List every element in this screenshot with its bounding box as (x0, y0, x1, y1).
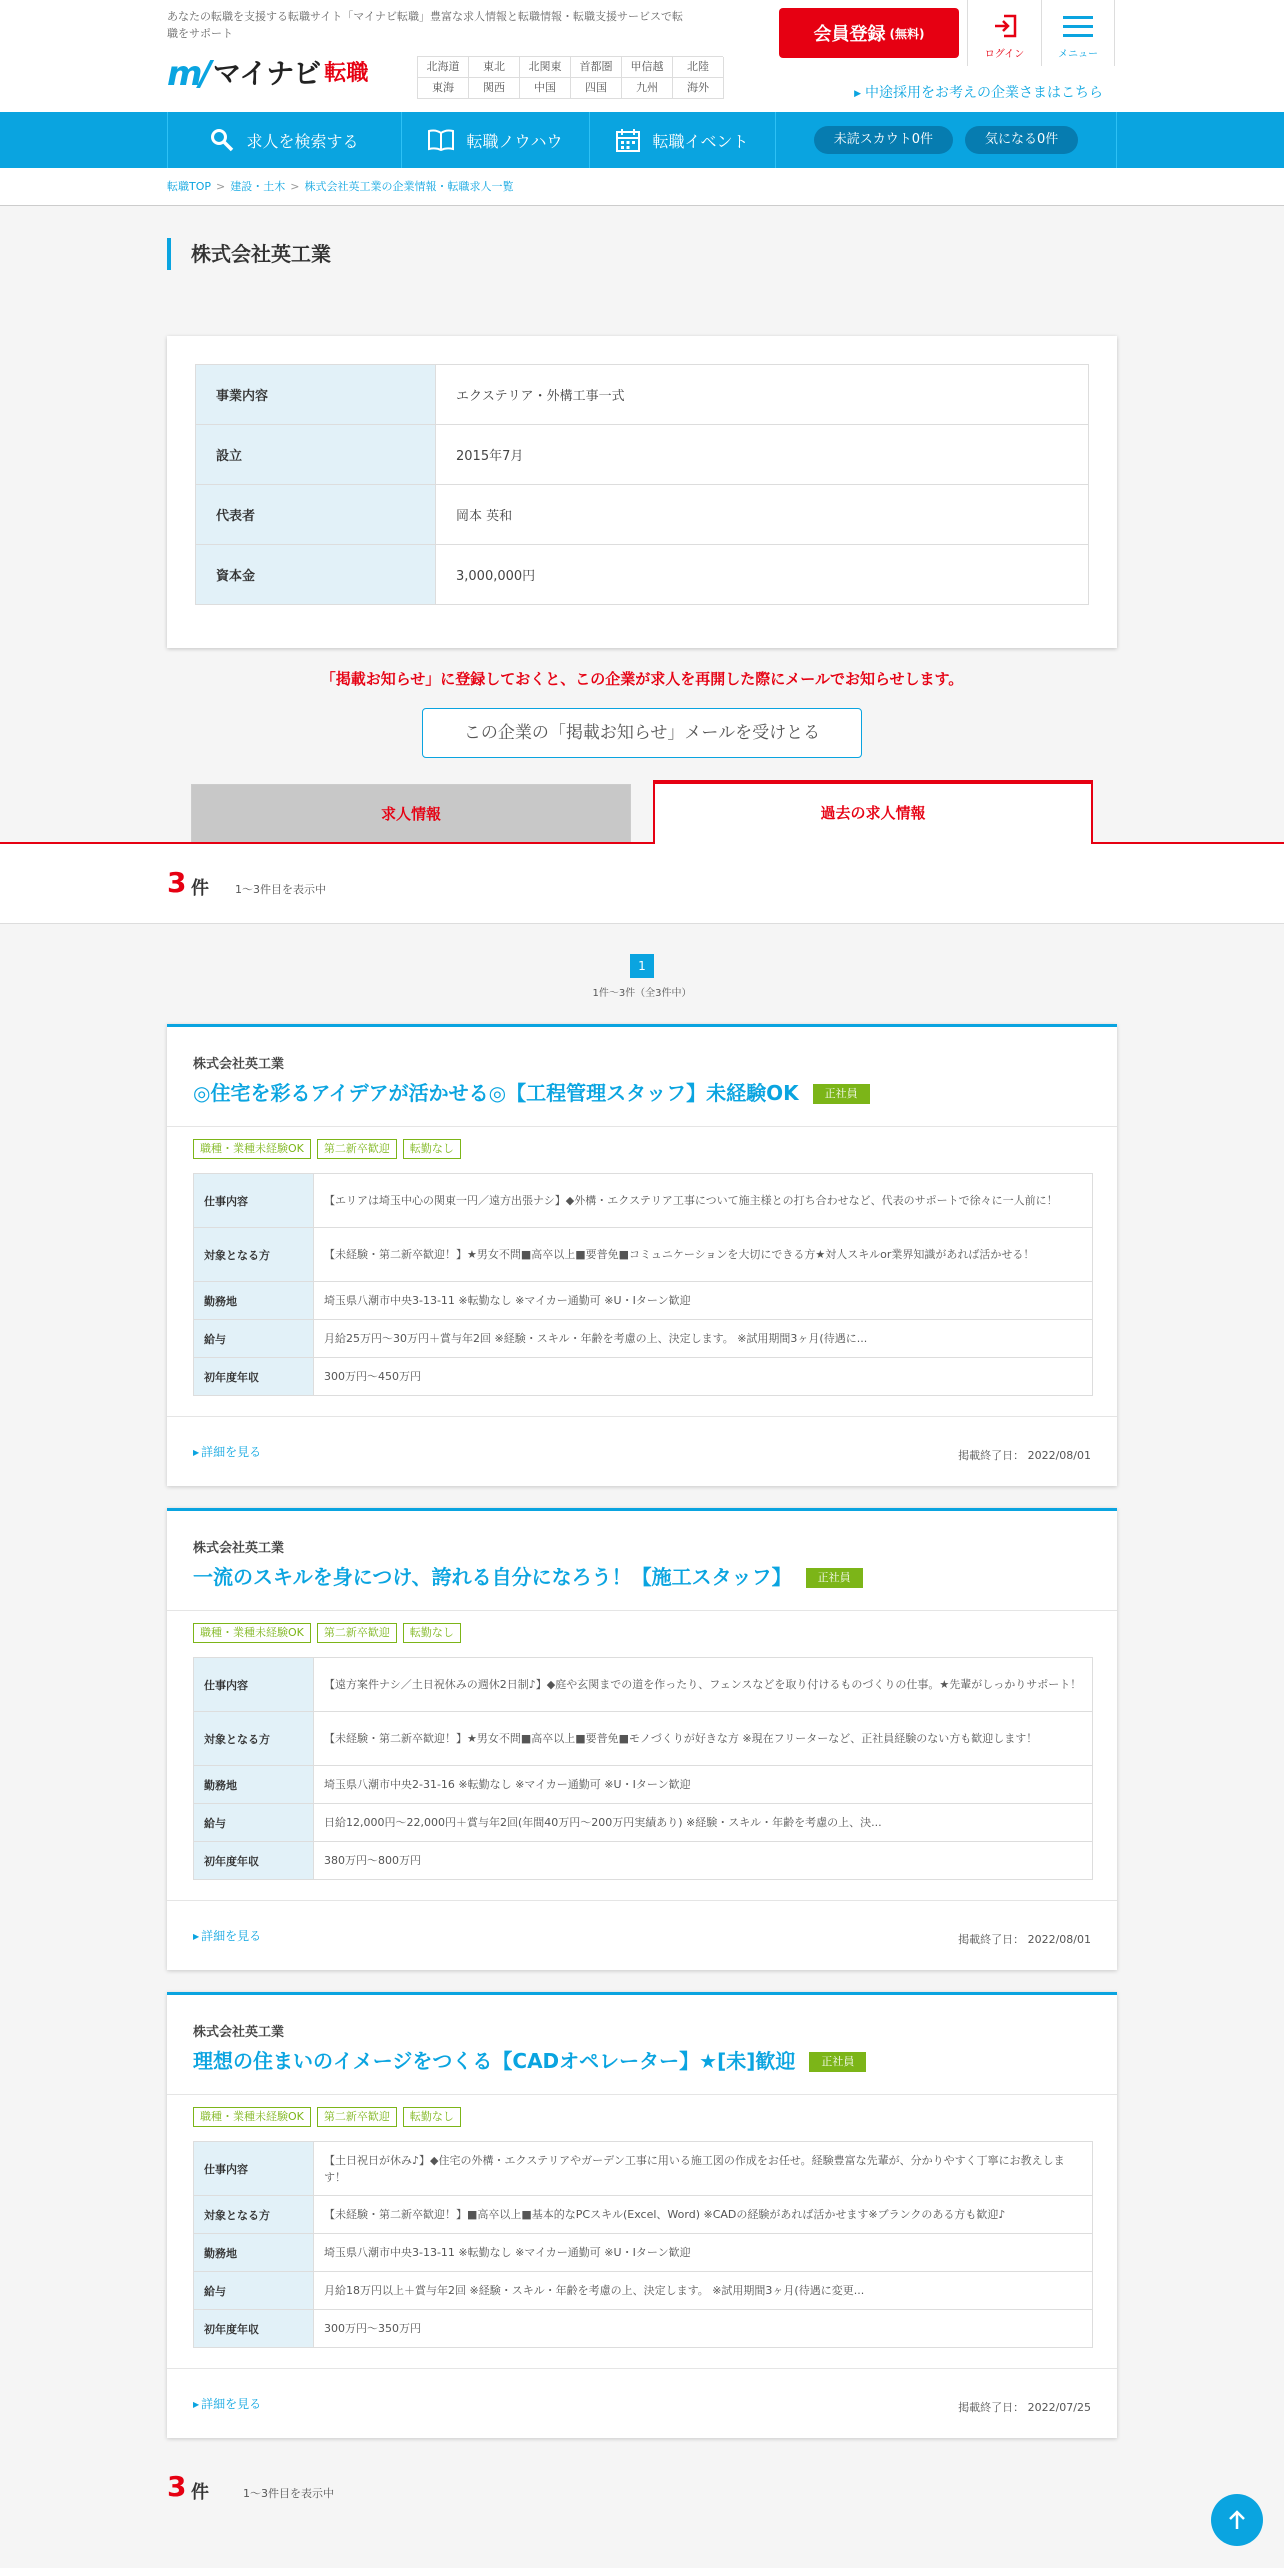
employment-type-badge: 正社員 (806, 1568, 863, 1588)
job-tags (193, 1623, 1091, 1643)
job-detail-label: 初年度年収 (194, 1358, 314, 1396)
job-detail-value: 埼玉県八潮市中央2-31-16 ※転勤なし ※マイカー通勤可 ※U・Iターン歓迎 (314, 1766, 1093, 1804)
region-link[interactable]: 北海道 (418, 57, 469, 78)
job-detail-row (194, 2196, 1093, 2234)
job-detail-row (194, 2234, 1093, 2272)
region-link[interactable]: 海外 (673, 78, 724, 99)
company-info-value: 3,000,000円 (436, 545, 1089, 605)
job-detail-label: 仕事内容 (194, 2142, 314, 2196)
logo-mark-icon: m/ (167, 54, 209, 94)
result-range: 1〜3件目を表示中 (235, 883, 326, 896)
region-link[interactable]: 北関東 (520, 57, 571, 78)
employment-type-badge: 正社員 (813, 1084, 870, 1104)
job-end-date: 掲載終了日： 2022/07/25 (958, 2401, 1091, 2414)
job-tags (193, 2107, 1091, 2127)
hamburger-icon (1063, 15, 1093, 39)
job-card (167, 1024, 1117, 1486)
nav-event[interactable] (589, 112, 775, 168)
region-link[interactable]: 東海 (418, 78, 469, 99)
job-end-date: 掲載終了日： 2022/08/01 (958, 1449, 1091, 1462)
search-icon (210, 128, 234, 152)
site-header (0, 0, 1284, 112)
back-to-top-button[interactable] (1211, 2494, 1263, 2546)
scout-pill[interactable]: 未読スカウト0件 (814, 126, 953, 154)
job-detail-value: 【遠方案件ナシ／土日祝休みの週休2日制♪】◆庭や玄関までの道を作ったり、フェンスなどを取り付けるものづくりの仕事。★先輩がしっかりサポート！ (314, 1658, 1093, 1712)
job-tag: 転勤なし (403, 1623, 461, 1643)
job-detail-label: 給与 (194, 2272, 314, 2310)
job-detail-value: 【未経験・第二新卒歓迎！】★男女不問■高卒以上■要普免■モノづくりが好きな方 ※現在フリーターなど、正社員経験のない方も歓迎します！ (314, 1712, 1093, 1766)
job-detail-link[interactable]: ▶ 詳細を見る (193, 1927, 261, 1944)
region-link[interactable]: 関西 (469, 78, 520, 99)
breadcrumb-bar (0, 168, 1284, 206)
job-detail-value: 埼玉県八潮市中央3-13-11 ※転勤なし ※マイカー通勤可 ※U・Iターン歓迎 (314, 1282, 1093, 1320)
company-info-value: 2015年7月 (436, 425, 1089, 485)
job-tag: 職種・業種未経験OK (193, 1623, 311, 1643)
job-card (167, 1992, 1117, 2438)
notify-message: 「掲載お知らせ」に登録しておくと、この企業が求人を再開した際にメールでお知らせします。 (320, 670, 964, 688)
results-summary-bottom (167, 2460, 1117, 2520)
job-detail-row (194, 2272, 1093, 2310)
menu-label: メニュー (1058, 49, 1098, 60)
job-detail-label: 勤務地 (194, 1282, 314, 1320)
job-detail-row (194, 1766, 1093, 1804)
job-detail-value: 埼玉県八潮市中央3-13-11 ※転勤なし ※マイカー通勤可 ※U・Iターン歓迎 (314, 2234, 1093, 2272)
job-title-row (193, 1080, 1091, 1106)
job-company: 株式会社英工業 (193, 1057, 285, 1072)
job-detail-row (194, 1320, 1093, 1358)
nav-search-label: 求人を検索する (246, 131, 359, 151)
job-detail-table (193, 1657, 1093, 1880)
result-range: 1〜3件目を表示中 (243, 2487, 334, 2500)
job-detail-row (194, 2142, 1093, 2196)
job-detail-value: 380万円～800万円 (314, 1842, 1093, 1880)
job-title-row (193, 2048, 1091, 2074)
job-end-date: 掲載終了日： 2022/08/01 (958, 1933, 1091, 1946)
job-detail-value: 300万円～450万円 (314, 1358, 1093, 1396)
job-detail-row (194, 1358, 1093, 1396)
job-detail-label: 給与 (194, 1320, 314, 1358)
pagination (0, 924, 1284, 1024)
title-area (0, 206, 1284, 336)
job-detail-row (194, 2310, 1093, 2348)
job-title-link[interactable]: 一流のスキルを身につけ、誇れる自分になろう！【施工スタッフ】 (193, 1565, 792, 1589)
tab-past-jobs[interactable]: 過去の求人情報 (653, 780, 1093, 844)
job-tag: 転勤なし (403, 1139, 461, 1159)
job-tag: 第二新卒歓迎 (317, 1623, 397, 1643)
region-link[interactable]: 九州 (622, 78, 673, 99)
company-info-card (167, 336, 1117, 648)
register-label: 会員登録 (813, 24, 886, 45)
breadcrumb-item[interactable]: 建設・土木 (230, 180, 286, 193)
job-detail-label: 仕事内容 (194, 1658, 314, 1712)
job-detail-value: 【未経験・第二新卒歓迎！】■高卒以上■基本的なPCスキル(Excel、Word) ※CADの経験があれば活かせます※ブランクのある方も歓迎♪ (314, 2196, 1093, 2234)
login-icon (992, 13, 1018, 39)
company-info-row (196, 425, 1089, 485)
breadcrumb (167, 168, 1117, 206)
company-info-table (195, 364, 1089, 605)
company-info-row (196, 365, 1089, 425)
job-detail-label: 勤務地 (194, 2234, 314, 2272)
job-detail-label: 仕事内容 (194, 1174, 314, 1228)
job-tag: 第二新卒歓迎 (317, 1139, 397, 1159)
job-detail-row (194, 1842, 1093, 1880)
company-info-row (196, 545, 1089, 605)
nav-status-pills (775, 112, 1117, 168)
favorite-pill[interactable]: 気になる0件 (965, 126, 1078, 154)
login-label: ログイン (984, 49, 1025, 60)
region-link[interactable]: 四国 (571, 78, 622, 99)
job-detail-label: 勤務地 (194, 1766, 314, 1804)
job-detail-row (194, 1658, 1093, 1712)
logo-sub: 転職 (324, 61, 369, 86)
company-info-label: 設立 (196, 425, 436, 485)
result-count-unit: 件 (191, 2482, 209, 2503)
breadcrumb-separator: > (290, 180, 300, 193)
job-tag: 第二新卒歓迎 (317, 2107, 397, 2127)
job-detail-label: 初年度年収 (194, 2310, 314, 2348)
region-links (417, 56, 723, 99)
result-count-unit: 件 (191, 878, 209, 899)
logo-name: マイナビ (212, 57, 321, 90)
job-detail-value: 【未経験・第二新卒歓迎！】★男女不問■高卒以上■要普免■コミュニケーションを大切にできる方★対人スキルor業界知識があれば活かせる！ (314, 1228, 1093, 1282)
job-detail-label: 初年度年収 (194, 1842, 314, 1880)
job-detail-value: 【エリアは埼玉中心の関東一円／遠方出張ナシ】◆外構・エクステリア工事について施主様との打ち合わせなど、代表のサポートで徐々に一人前に！ (314, 1174, 1093, 1228)
tabs-area (0, 778, 1284, 844)
nav-knowhow[interactable] (401, 112, 589, 168)
breadcrumb-item[interactable]: 株式会社英工業の企業情報・転職求人一覧 (304, 180, 514, 193)
global-nav (0, 112, 1284, 168)
breadcrumb-item[interactable]: 転職TOP (167, 180, 212, 193)
job-detail-row (194, 1174, 1093, 1228)
company-info-row (196, 485, 1089, 545)
job-detail-label: 対象となる方 (194, 1712, 314, 1766)
corporate-link[interactable]: ▶ 中途採用をお考えの企業さまはこちら (854, 82, 1103, 102)
job-detail-label: 対象となる方 (194, 2196, 314, 2234)
job-detail-value: 300万円～350万円 (314, 2310, 1093, 2348)
company-info-label: 代表者 (196, 485, 436, 545)
region-link[interactable]: 東北 (469, 57, 520, 78)
job-detail-row (194, 1804, 1093, 1842)
page-number-current[interactable]: 1 (630, 954, 654, 978)
job-detail-row (194, 1712, 1093, 1766)
company-info-label: 事業内容 (196, 365, 436, 425)
pagination-info: 1件〜3件（全3件中） (592, 988, 692, 999)
login-button[interactable] (967, 0, 1041, 66)
job-tag: 転勤なし (403, 2107, 461, 2127)
nav-search[interactable] (167, 112, 401, 168)
job-detail-table (193, 2141, 1093, 2348)
job-detail-link[interactable]: ▶ 詳細を見る (193, 2395, 261, 2412)
job-detail-value: 【土日祝日が休み♪】◆住宅の外構・エクステリアやガーデン工事に用いる施工図の作成をお任せ。経験豊富な先輩が、分かりやすく丁寧にお教えします！ (314, 2142, 1093, 2196)
job-company: 株式会社英工業 (193, 1541, 285, 1556)
nav-event-label: 転職イベント (652, 131, 749, 151)
arrow-up-icon (1226, 2509, 1248, 2531)
job-detail-value: 日給12,000円〜22,000円＋賞与年2回(年間40万円〜200万円実績あり) ※経験・スキル・年齢を考慮の上、決... (314, 1804, 1093, 1842)
calendar-icon (616, 128, 640, 152)
region-link[interactable]: 首都圏 (571, 57, 622, 78)
job-title-link[interactable]: ◎住宅を彩るアイデアが活かせる◎【工程管理スタッフ】未経験OK (193, 1081, 799, 1105)
job-detail-label: 対象となる方 (194, 1228, 314, 1282)
job-company: 株式会社英工業 (193, 2025, 285, 2040)
notify-subscribe-button[interactable]: この企業の「掲載お知らせ」メールを受けとる (422, 708, 862, 758)
job-tag: 職種・業種未経験OK (193, 2107, 311, 2127)
job-detail-value: 月給25万円〜30万円＋賞与年2回 ※経験・スキル・年齢を考慮の上、決定します。 ※試用期間3ヶ月(待遇に... (314, 1320, 1093, 1358)
job-tag: 職種・業種未経験OK (193, 1139, 311, 1159)
job-detail-row (194, 1228, 1093, 1282)
register-sub-label: (無料) (889, 26, 925, 41)
job-card (167, 1508, 1117, 1970)
job-detail-row (194, 1282, 1093, 1320)
result-count: 3 (167, 2470, 187, 2503)
region-link[interactable]: 中国 (520, 78, 571, 99)
job-title-link[interactable]: 理想の住まいのイメージをつくる【CADオペレーター】★[未]歓迎 (193, 2049, 796, 2073)
company-info-label: 資本金 (196, 545, 436, 605)
job-detail-label: 給与 (194, 1804, 314, 1842)
book-icon (428, 129, 454, 151)
region-link[interactable]: 北陸 (673, 57, 724, 78)
job-detail-value: 月給18万円以上＋賞与年2回 ※経験・スキル・年齢を考慮の上、決定します。 ※試用期間3ヶ月(待遇に変更... (314, 2272, 1093, 2310)
breadcrumb-separator: > (216, 180, 226, 193)
region-link[interactable]: 甲信越 (622, 57, 673, 78)
job-detail-table (193, 1173, 1093, 1396)
job-detail-link[interactable]: ▶ 詳細を見る (193, 1443, 261, 1460)
result-count: 3 (167, 866, 187, 899)
tab-current-jobs[interactable]: 求人情報 (191, 784, 631, 842)
company-info-value: エクステリア・外構工事一式 (436, 365, 1089, 425)
employment-type-badge: 正社員 (809, 2052, 866, 2072)
company-info-value: 岡本 英和 (436, 485, 1089, 545)
results-summary (0, 844, 1284, 924)
page-title: 株式会社英工業 (167, 238, 331, 270)
job-list (167, 1024, 1117, 2520)
job-tags (193, 1139, 1091, 1159)
nav-knowhow-label: 転職ノウハウ (466, 131, 563, 151)
register-button[interactable] (779, 8, 959, 58)
job-title-row (193, 1564, 1091, 1590)
site-tagline: あなたの転職を支援する転職サイト「マイナビ転職」豊富な求人情報と転職情報・転職支援サービスで転職をサポート (167, 10, 684, 40)
site-logo[interactable] (167, 56, 368, 92)
menu-button[interactable] (1041, 0, 1115, 66)
